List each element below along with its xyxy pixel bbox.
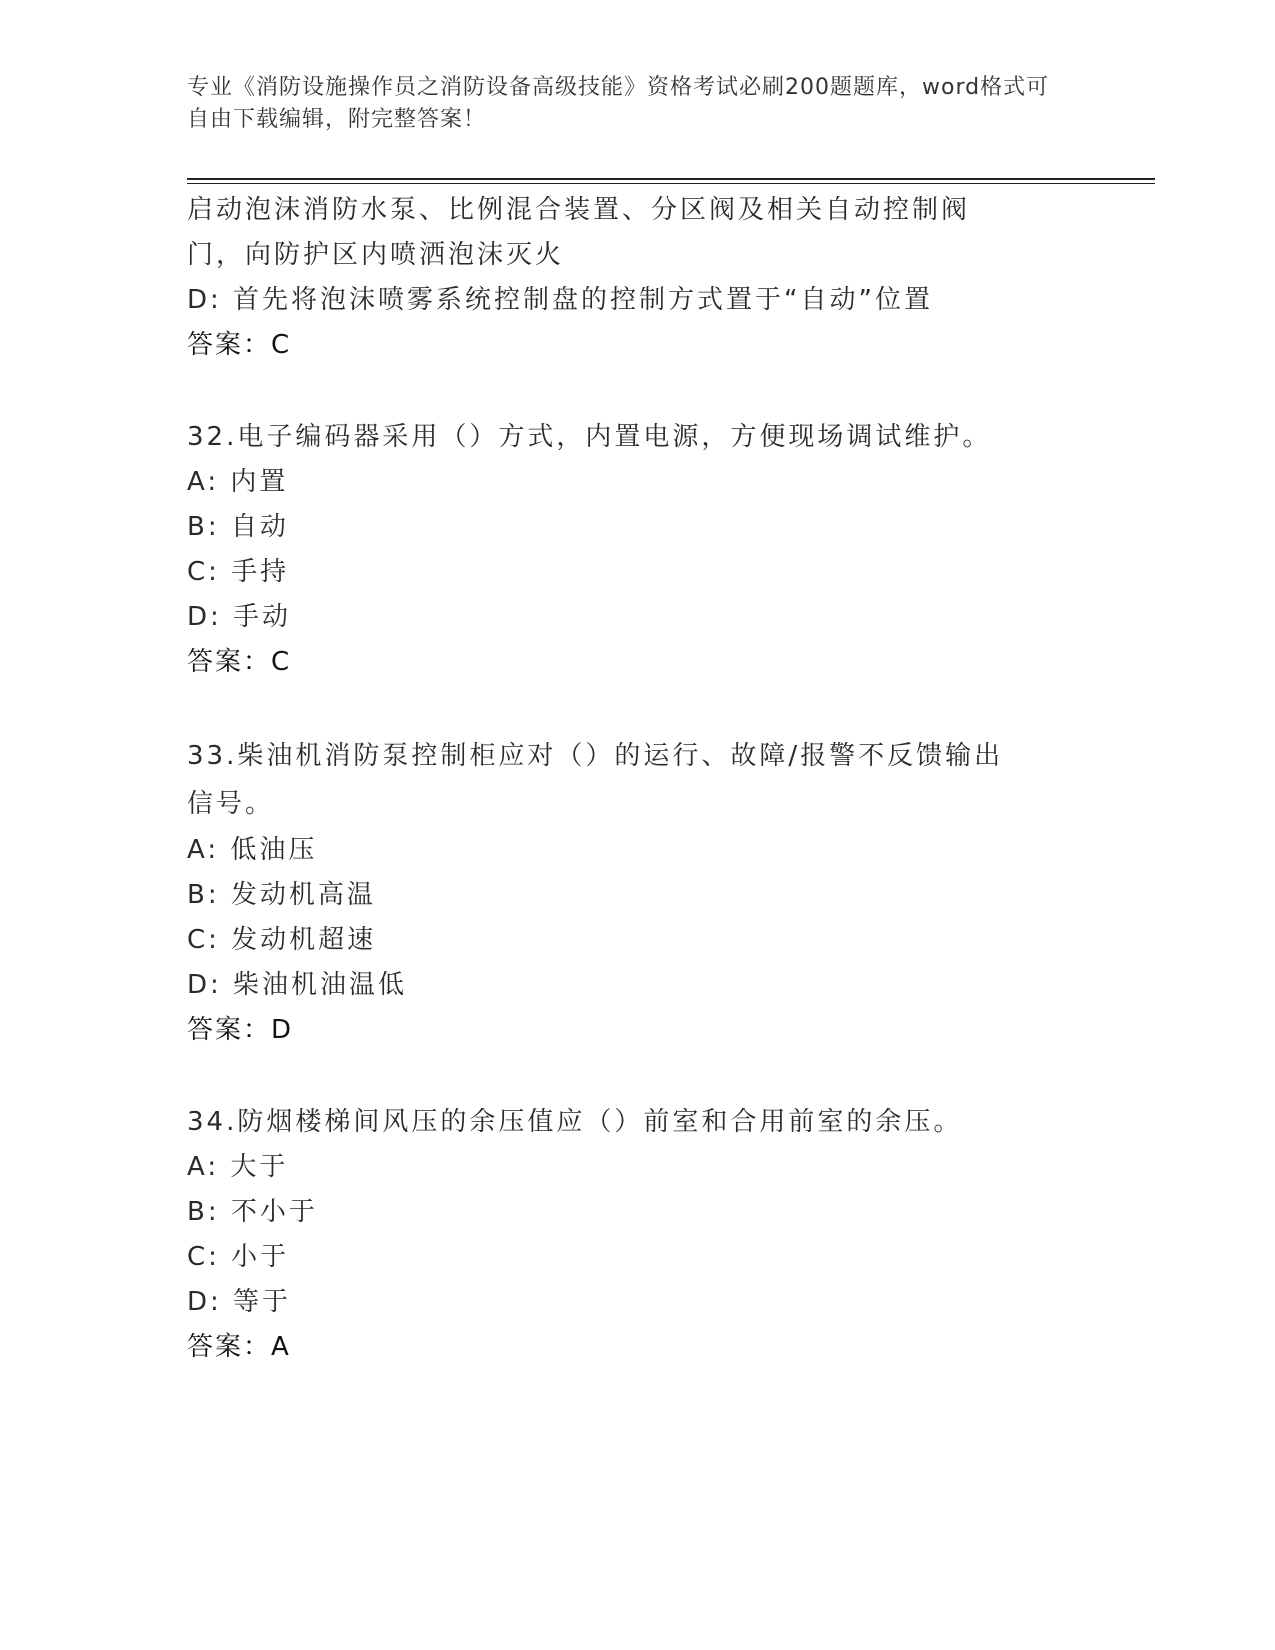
answer: 答案：A <box>187 1332 291 1362</box>
header-rule <box>187 178 1155 180</box>
option-a: A: 大于 <box>187 1152 289 1182</box>
option-c: C: 发动机超速 <box>187 925 377 955</box>
option-c: C: 手持 <box>187 557 290 587</box>
option-d: D: 首先将泡沫喷雾系统控制盘的控制方式置于“自动”位置 <box>187 285 933 315</box>
option-d: D: 柴油机油温低 <box>187 970 408 1000</box>
answer: 答案：C <box>187 330 292 360</box>
continuation-text: 启动泡沫消防水泵、比例混合装置、分区阀及相关自动控制阀门，向防护区内喷洒泡沫灭火 <box>187 195 971 270</box>
question-34 <box>187 1100 1067 1370</box>
answer: 答案：D <box>187 1015 294 1045</box>
option-d: D: 等于 <box>187 1287 292 1317</box>
document-body <box>187 188 1067 1370</box>
question-stem: 32.电子编码器采用（）方式，内置电源，方便现场调试维护。 <box>187 422 992 452</box>
option-b: B: 不小于 <box>187 1197 318 1227</box>
option-d: D: 手动 <box>187 602 292 632</box>
question-32 <box>187 415 1067 685</box>
option-b: B: 发动机高温 <box>187 880 376 910</box>
header-rule-thin <box>187 183 1155 184</box>
question-stem: 33.柴油机消防泵控制柜应对（）的运行、故障/报警不反馈输出信号。 <box>187 741 1004 819</box>
document-header: 专业《消防设施操作员之消防设备高级技能》资格考试必刷200题题库，word格式可自由下载编辑，附完整答案！ <box>187 75 1050 132</box>
answer: 答案：C <box>187 647 292 677</box>
question-stem: 34.防烟楼梯间风压的余压值应（）前室和合用前室的余压。 <box>187 1107 963 1137</box>
option-c: C: 小于 <box>187 1242 290 1272</box>
continuation-block <box>187 188 1067 368</box>
option-a: A: 低油压 <box>187 835 318 865</box>
question-33 <box>187 732 1067 1053</box>
option-a: A: 内置 <box>187 467 289 497</box>
option-b: B: 自动 <box>187 512 289 542</box>
